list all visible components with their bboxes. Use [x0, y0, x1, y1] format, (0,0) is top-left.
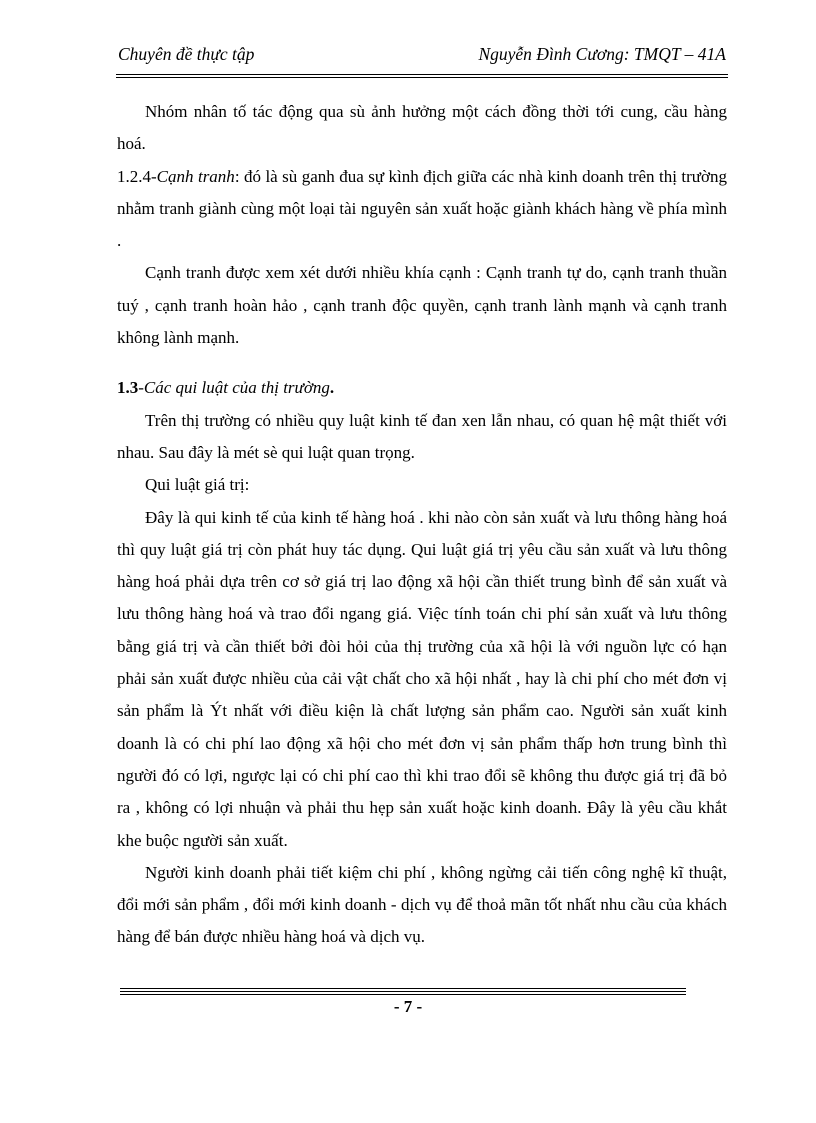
- footer-rule-line: [120, 994, 686, 995]
- footer-rule-line: [120, 988, 686, 989]
- footer-rule-line: [120, 991, 686, 992]
- section-heading-1-3: [117, 372, 727, 404]
- section-number-1-2-4: 1.2.4-: [117, 166, 157, 186]
- paragraph-competition-aspects: Cạnh tranh được xem xét dưới nhiều khía cạnh : Cạnh tranh tự do, cạnh tranh thuần tuý , cạnh tranh hoàn hảo , cạnh tranh độc quyền, cạnh tranh lành mạnh và cạnh tranh không lành mạnh.: [117, 263, 727, 348]
- paragraph-market-laws-intro: Trên thị trường có nhiều quy luật kinh tế đan xen lẫn nhau, có quan hệ mật thiết với nhau. Sau đây là mét sè qui luật quan trọng.: [117, 410, 727, 462]
- paragraph-business-cost-saving: Người kinh doanh phải tiết kiệm chi phí , không ngừng cải tiến công nghệ kĩ thuật, đổi mới sản phẩm , đổi mới kinh doanh - dịch vụ để thoả mãn tốt nhất nhu cầu của khách hàng để bán được nhiều hàng hoá và dịch vụ.: [117, 862, 727, 947]
- page-number: - 7 -: [393, 997, 423, 1016]
- paragraph-market-factors: Nhóm nhân tố tác động qua sù ảnh hưởng một cách đồng thời tới cung, cầu hàng hoá.: [117, 102, 727, 154]
- section-title-period: .: [329, 378, 335, 398]
- section-spacer: [117, 354, 727, 372]
- section-title: -Các qui luật của thị trường: [138, 378, 330, 398]
- paragraph-law-of-value: Đây là qui kinh tế của kinh tế hàng hoá . khi nào còn sản xuất và lưu thông hàng hoá thì quy luật giá trị còn phát huy tác dụng. Qui luật giá trị yêu cầu sản xuất và lưu thông hàng hoá phải dựa trên cơ sở giá trị lao động xã hội cần thiết trung bình để sản xuất và lưu thông hàng hoá và trao đổi ngang giá. Việc tính toán chi phí sản xuất và lưu thông bằng giá trị và cần thiết bởi đòi hỏi của thị trường của xã hội là với nguồn lực có hạn phải sản xuất được nhiều của cải vật chất cho xã hội nhất , hay là chi phí cho mét đơn vị sản phẩm là Ýt nhất với điều kiện là chất lượng sản phẩm cao. Người sản xuất kinh doanh là có chi phí lao động xã hội cho mét đơn vị sản phẩm thấp hơn trung bình thì người đó có lợi, ngược lại có chi phí cao thì khi trao đổi sẽ không thu được giá trị đã bỏ ra , không có lợi nhuận và phải thu hẹp sản xuất hoặc kinh doanh. Đây là yêu cầu khắt khe buộc người sản xuất.: [117, 507, 727, 850]
- header-rule: [116, 74, 728, 78]
- paragraph-competition-definition: [117, 161, 727, 258]
- header-document-type: Chuyên đề thực tập: [118, 44, 255, 64]
- page-body: [117, 96, 727, 954]
- competition-definition-text: : đó là sù ganh đua sự kình địch giữa các nhà kinh doanh trên thị trường nhằm tranh giành cùng một loại tài nguyên sản xuất hoặc giành khách hàng về phía mình .: [117, 166, 727, 251]
- footer-rule: [120, 988, 686, 997]
- header-author-class: Nguyễn Đình Cương: TMQT – 41A: [478, 44, 726, 64]
- term-competition: Cạnh tranh: [156, 166, 235, 186]
- subheading-law-of-value: Qui luật giá trị:: [145, 475, 250, 495]
- page-header: [118, 44, 726, 70]
- section-number-1-3: 1.3: [117, 378, 139, 398]
